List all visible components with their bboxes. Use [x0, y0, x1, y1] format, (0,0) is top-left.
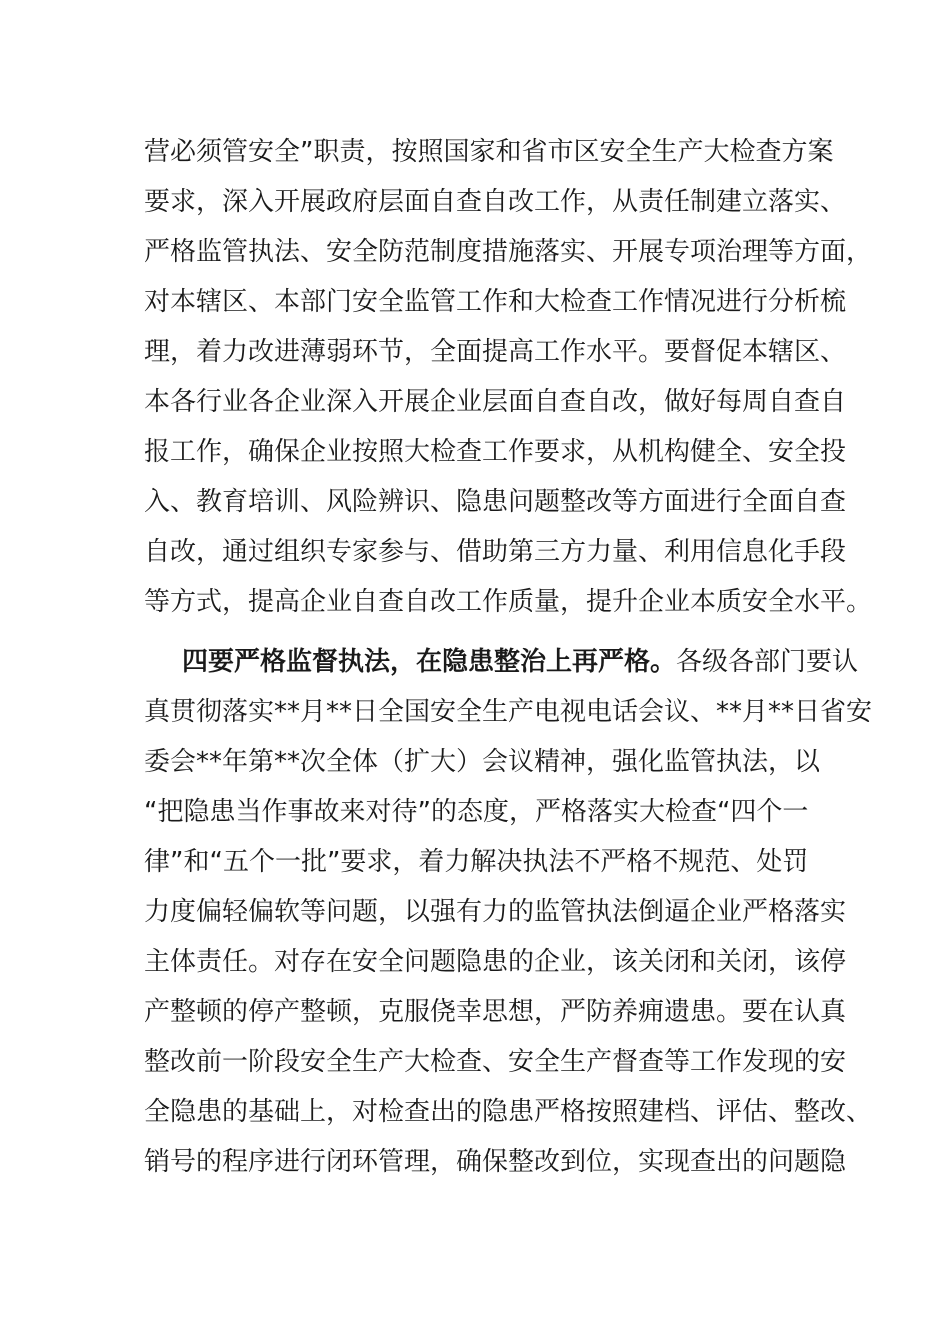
paragraph-line: 严格监管执法、安全防范制度措施落实、开展专项治理等方面， [144, 237, 873, 267]
paragraph-line: 律”和“五个一批”要求，着力解决执法不严格不规范、处罚 [144, 847, 809, 877]
paragraph-line: 理，着力改进薄弱环节，全面提高工作水平。要督促本辖区、 [144, 337, 847, 367]
paragraph-line: 等方式，提高企业自查自改工作质量，提升企业本质安全水平。 [144, 587, 873, 617]
paragraph-line: 产整顿的停产整顿，克服侥幸思想，严防养痈遗患。要在认真 [144, 997, 847, 1027]
paragraph-2 [144, 637, 873, 1187]
paragraph-line: 主体责任。对存在安全问题隐患的企业，该关闭和关闭，该停 [144, 947, 847, 977]
paragraph-line: 全隐患的基础上，对检查出的隐患严格按照建档、评估、整改、 [144, 1097, 873, 1127]
heading-line-rest: 各级各部门要认 [676, 647, 859, 677]
paragraph-line: 营必须管安全”职责，按照国家和省市区安全生产大检查方案 [144, 137, 834, 167]
paragraph-line: 报工作，确保企业按照大检查工作要求，从机构健全、安全投 [144, 437, 847, 467]
paragraph-line: 真贯彻落实**月**日全国安全生产电视电话会议、**月**日省安 [144, 697, 873, 727]
paragraph-line: 委会**年第**次全体（扩大）会议精神，强化监管执法，以 [144, 747, 821, 777]
paragraph-first-line [144, 637, 859, 687]
paragraph-1 [144, 127, 873, 627]
paragraph-line: 对本辖区、本部门安全监管工作和大检查工作情况进行分析梳 [144, 287, 847, 317]
paragraph-line: 入、教育培训、风险辨识、隐患问题整改等方面进行全面自查 [144, 487, 847, 517]
paragraph-line: 要求，深入开展政府层面自查自改工作，从责任制建立落实、 [144, 187, 847, 217]
paragraph-line: 销号的程序进行闭环管理，确保整改到位，实现查出的问题隐 [144, 1147, 847, 1177]
paragraph-line: 整改前一阶段安全生产大检查、安全生产督查等工作发现的安 [144, 1047, 847, 1077]
paragraph-line: 自改，通过组织专家参与、借助第三方力量、利用信息化手段 [144, 537, 847, 567]
paragraph-line: “把隐患当作事故来对待”的态度，严格落实大检查“四个一 [144, 797, 809, 827]
section-heading: 四要严格监督执法，在隐患整治上再严格。 [182, 647, 677, 677]
paragraph-line: 力度偏轻偏软等问题，以强有力的监管执法倒逼企业严格落实 [144, 897, 847, 927]
paragraph-line: 本各行业各企业深入开展企业层面自查自改，做好每周自查自 [144, 387, 847, 417]
